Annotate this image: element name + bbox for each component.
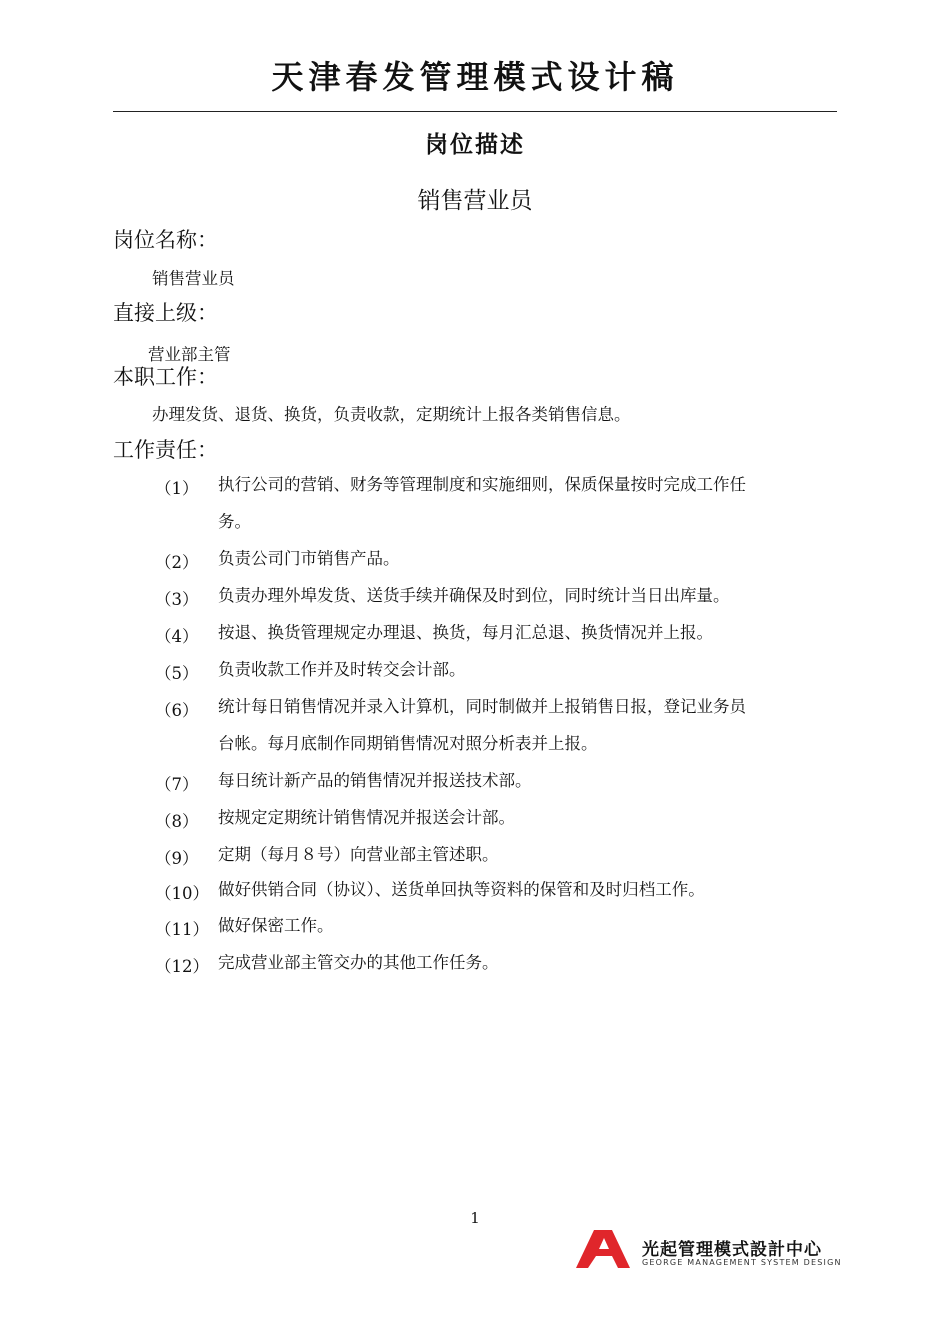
item-text: 完成营业部主管交办的其他工作任务。	[218, 953, 499, 972]
item-text: 负责收款工作并及时转交会计部。	[218, 660, 466, 679]
item-number: （2）	[155, 553, 199, 572]
item-number: （3）	[155, 590, 199, 609]
section-value-superior: 营业部主管	[148, 345, 231, 364]
section-heading-duty: 本职工作：	[113, 365, 218, 389]
logo-subtitle: GEORGE MANAGEMENT SYSTEM DESIGN	[642, 1258, 842, 1267]
item-text: 统计每日销售情况并录入计算机，同时制做并上报销售日报，登记业务员	[218, 697, 746, 716]
item-text: 按退、换货管理规定办理退、换货，每月汇总退、换货情况并上报。	[218, 623, 713, 642]
item-text: 按规定定期统计销售情况并报送会计部。	[218, 808, 515, 827]
logo-a-icon	[574, 1228, 634, 1270]
item-number: （4）	[155, 627, 199, 646]
item-text: 做好供销合同（协议）、送货单回执等资料的保管和及时归档工作。	[218, 880, 705, 899]
item-number: （1）	[155, 479, 199, 498]
logo-name: 光起管理模式設計中心	[642, 1240, 822, 1260]
item-text: 做好保密工作。	[218, 916, 334, 935]
company-logo	[574, 1228, 844, 1272]
position-title: 销售营业员	[417, 188, 533, 214]
header-title: 天津春发管理模式设计稿	[271, 58, 679, 96]
section-heading-responsibilities: 工作责任：	[113, 438, 218, 462]
item-text: 负责办理外埠发货、送货手续并确保及时到位，同时统计当日出库量。	[218, 586, 730, 605]
document-title: 岗位描述	[425, 132, 525, 158]
item-number: （9）	[155, 849, 199, 868]
header-divider	[113, 111, 837, 112]
section-value-name: 销售营业员	[152, 269, 235, 288]
item-text: 执行公司的营销、财务等管理制度和实施细则，保质保量按时完成工作任	[218, 475, 746, 494]
item-number: （6）	[155, 701, 199, 720]
item-number: （8）	[155, 812, 199, 831]
item-text-continued: 台帐。每月底制作同期销售情况对照分析表并上报。	[218, 734, 598, 753]
item-text: 定期（每月８号）向营业部主管述职。	[218, 845, 499, 864]
item-number: （7）	[155, 775, 199, 794]
item-number: （11）	[155, 920, 209, 939]
page-number: 1	[470, 1209, 480, 1227]
item-text: 负责公司门市销售产品。	[218, 549, 400, 568]
section-value-duty: 办理发货、退货、换货，负责收款，定期统计上报各类销售信息。	[152, 405, 631, 424]
section-heading-name: 岗位名称：	[113, 228, 218, 252]
item-number: （5）	[155, 664, 199, 683]
item-text-continued: 务。	[218, 512, 251, 531]
item-number: （10）	[155, 884, 209, 903]
item-text: 每日统计新产品的销售情况并报送技术部。	[218, 771, 532, 790]
item-number: （12）	[155, 957, 209, 976]
section-heading-superior: 直接上级：	[113, 301, 218, 325]
